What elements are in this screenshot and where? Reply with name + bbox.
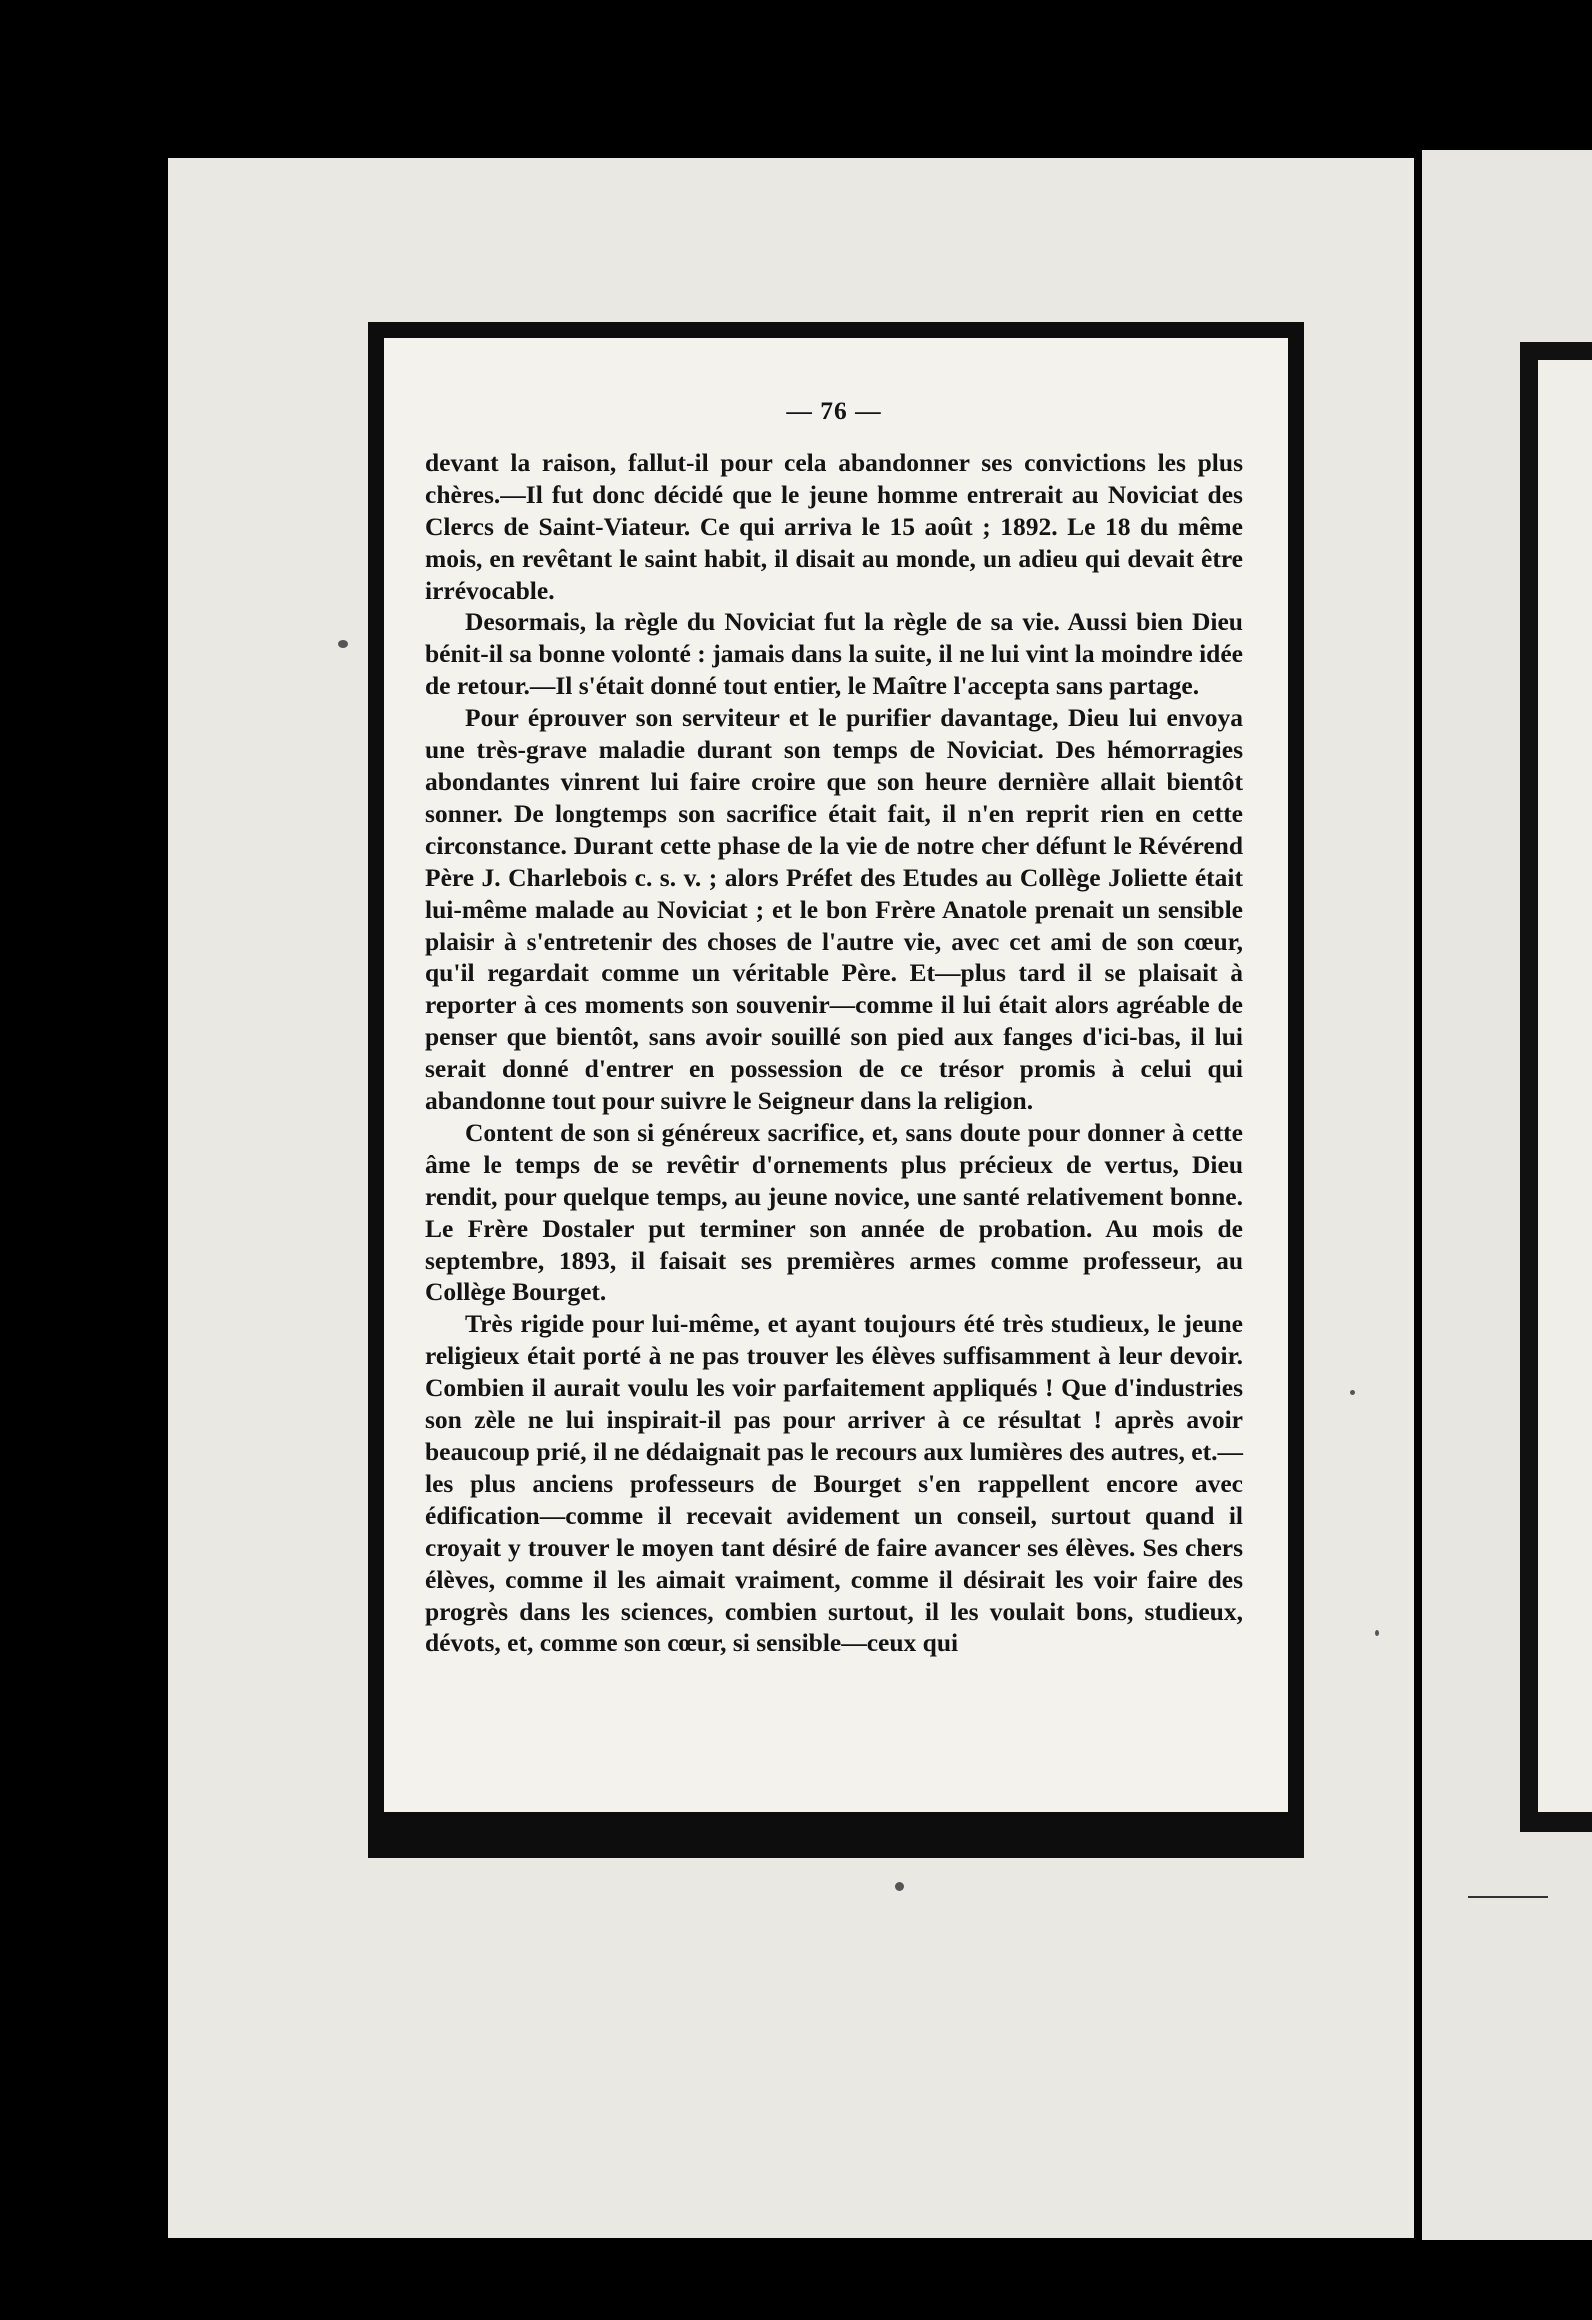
paper-speck — [1350, 1390, 1355, 1395]
adjacent-page-rule — [1468, 1896, 1548, 1898]
paragraph: Très rigide pour lui-même, et ayant toujours été très studieux, le jeune religieux était porté à ne pas trouver les élèves suffisamment à leur devoir. Combien il aurait voulu les voir parfaitement appliqués ! Que d'industries son zèle ne lui inspirait-il pas pour arriver à ce résultat ! après avoir beaucoup prié, il ne dédaignait pas le recours aux lumières des autres, et.—les plus anciens professeurs de Bourget s'en rappellent encore avec édification—comme il recevait avidement un conseil, surtout quand il croyait y trouver le moyen tant désiré de faire avancer ses élèves. Ses chers élèves, comme il les aimait vraiment, comme il désirait les voir faire des progrès dans les sciences, combien surtout, il les voulait bons, studieux, dévots, et, comme son cœur, si sensible—ceux qui — [425, 1309, 1243, 1658]
paper-speck — [338, 640, 348, 648]
paragraph: devant la raison, fallut-il pour cela abandonner ses convictions les plus chères.—Il fut donc décidé que le jeune homme entrerait au Noviciat des Clercs de Saint-Viateur. Ce qui arriva le 15 août ; 1892. Le 18 du même mois, en revêtant le saint habit, il disait au monde, un adieu qui devait être irrévocable. — [425, 447, 1243, 605]
paper-speck — [1375, 1630, 1379, 1636]
page-number: — 76 — — [786, 396, 882, 425]
paragraph: Desormais, la règle du Noviciat fut la règle de sa vie. Aussi bien Dieu bénit-il sa bonne volonté : jamais dans la suite, il ne lui vint la moindre idée de retour.—Il s'était donné tout entier, le Maître l'accepta sans partage. — [425, 607, 1243, 701]
page-body — [425, 395, 1243, 1659]
adjacent-page-inner — [1538, 360, 1592, 1812]
paper-speck — [895, 1882, 904, 1891]
paragraph: Pour éprouver son serviteur et le purifier davantage, Dieu lui envoya une très-grave maladie durant son temps de Noviciat. Des hémorragies abondantes vinrent lui faire croire que son heure dernière allait bientôt sonner. De longtemps son sacrifice était fait, il n'en reprit rien en cette circonstance. Durant cette phase de la vie de notre cher défunt le Révérend Père J. Charlebois c. s. v. ; alors Préfet des Etudes au Collège Joliette était lui-même malade au Noviciat ; et le bon Frère Anatole prenait un sensible plaisir à s'entretenir des choses de l'autre vie, avec cet ami de son cœur, qu'il regardait comme un véritable Père. Et—plus tard il se plaisait à reporter à ces moments son souvenir—comme il lui était alors agréable de penser que bientôt, sans avoir souillé son pied aux fanges d'ici-bas, il lui serait donné d'entrer en possession de ce trésor promis à celui qui abandonne tout pour suivre le Seigneur dans la religion. — [425, 703, 1243, 1116]
paragraph: Content de son si généreux sacrifice, et, sans doute pour donner à cette âme le temps de se revêtir d'ornements plus précieux de vertus, Dieu rendit, pour quelque temps, au jeune novice, une santé relativement bonne. Le Frère Dostaler put terminer son année de probation. Au mois de septembre, 1893, il faisait ses premières armes comme professeur, au Collège Bourget. — [425, 1117, 1243, 1307]
